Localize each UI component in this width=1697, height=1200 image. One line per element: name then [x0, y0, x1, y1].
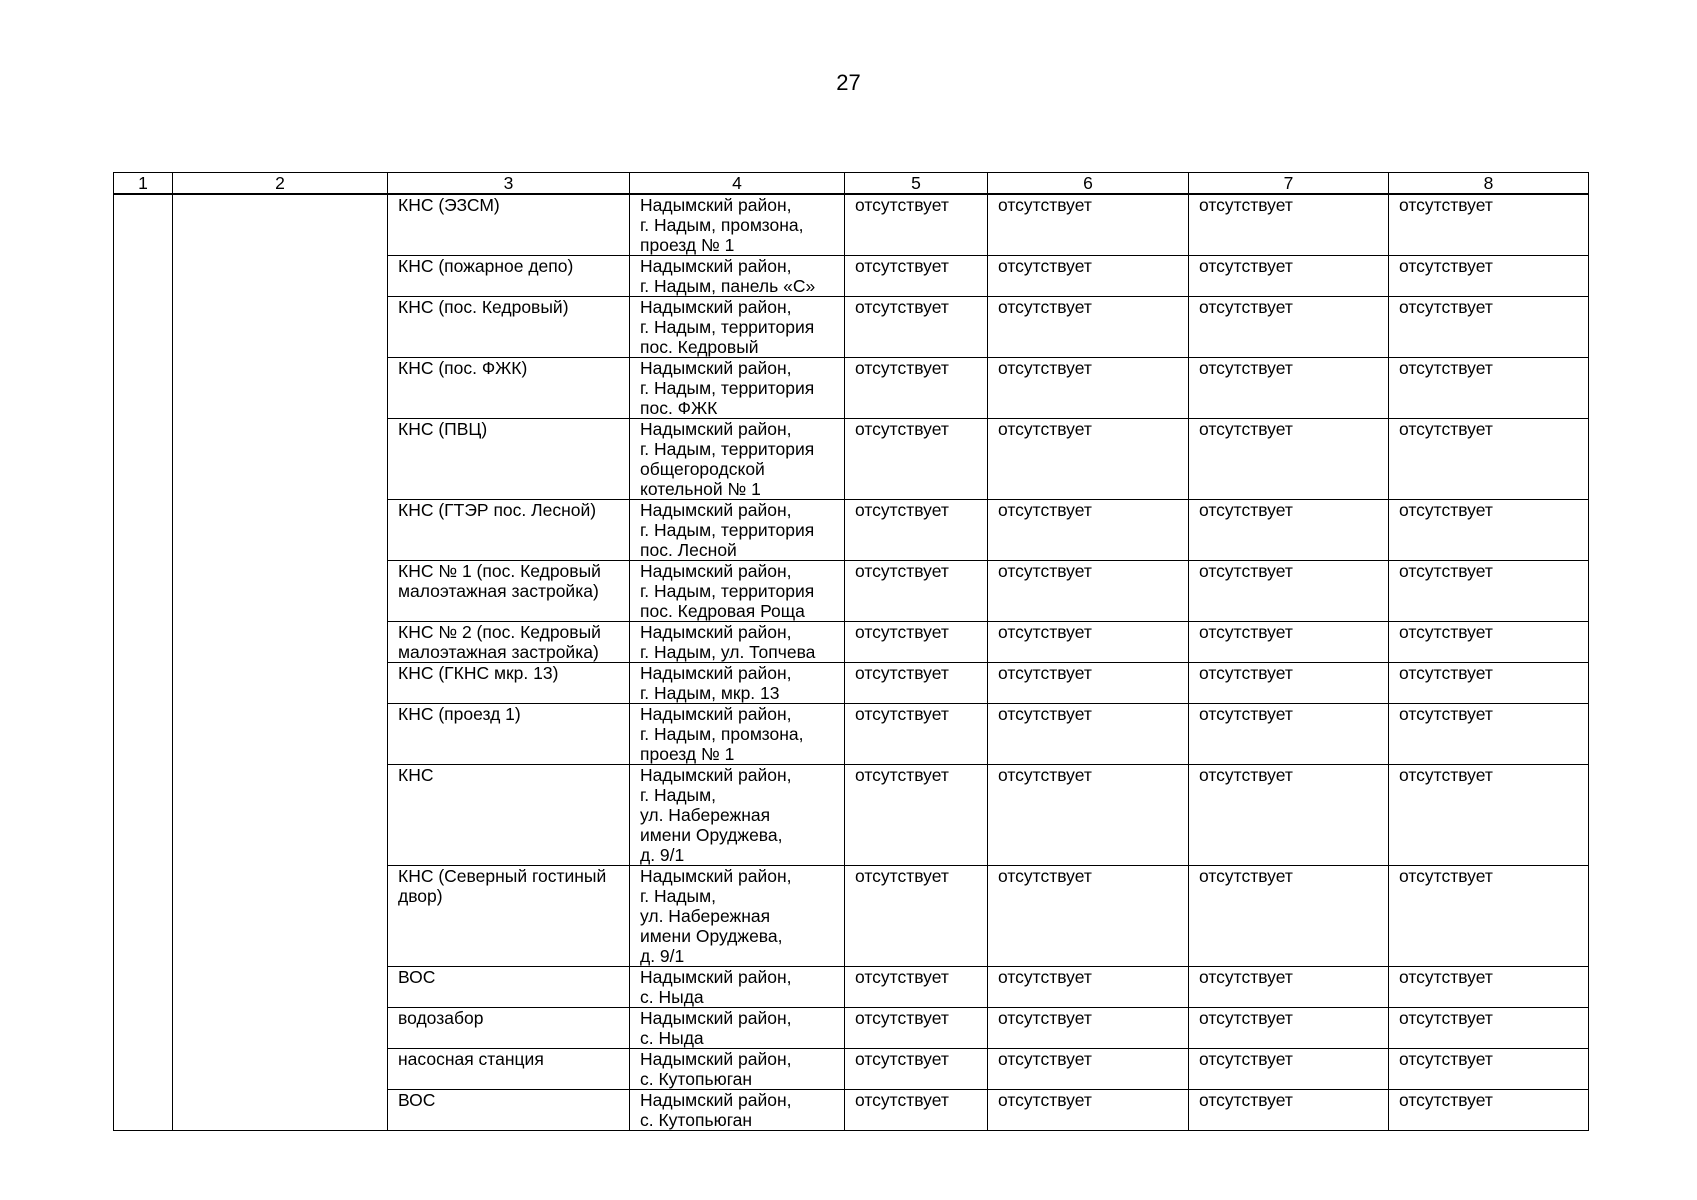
status-cell-col7-text: отсутствует	[1199, 297, 1293, 317]
object-name-cell	[388, 1090, 630, 1131]
status-cell-col8	[1389, 256, 1589, 297]
column-header: 8	[1389, 173, 1589, 195]
status-cell-col6	[988, 663, 1189, 704]
status-cell-col5	[845, 1008, 988, 1049]
status-cell-col7	[1189, 419, 1389, 500]
object-name-cell-text: КНС (пос. Кедровый)	[398, 297, 569, 317]
status-cell-col6	[988, 561, 1189, 622]
status-cell-col5	[845, 866, 988, 967]
status-cell-col8-text: отсутствует	[1399, 765, 1493, 785]
address-cell	[630, 194, 845, 256]
status-cell-col8-text: отсутствует	[1399, 419, 1493, 439]
status-cell-col8-text: отсутствует	[1399, 561, 1493, 581]
status-cell-col5-text: отсутствует	[855, 297, 949, 317]
status-cell-col5-text: отсутствует	[855, 866, 949, 886]
status-cell-col7-text: отсутствует	[1199, 1090, 1293, 1110]
object-name-cell	[388, 500, 630, 561]
status-cell-col8	[1389, 561, 1589, 622]
status-cell-col7-text: отсутствует	[1199, 256, 1293, 276]
object-name-cell-text: водозабор	[398, 1008, 484, 1028]
address-cell-text: Надымский район, г. Надым, территория пос. Кедровый	[640, 297, 815, 357]
column-header: 2	[173, 173, 388, 195]
status-cell-col6	[988, 1049, 1189, 1090]
status-cell-col8-text: отсутствует	[1399, 297, 1493, 317]
status-cell-col7	[1189, 622, 1389, 663]
status-cell-col5	[845, 297, 988, 358]
status-cell-col5-text: отсутствует	[855, 500, 949, 520]
status-cell-col7	[1189, 1008, 1389, 1049]
address-cell-text: Надымский район, г. Надым, мкр. 13	[640, 663, 792, 703]
address-cell-text: Надымский район, г. Надым, территория общегородской котельной № 1	[640, 419, 815, 499]
address-cell	[630, 419, 845, 500]
status-cell-col8-text: отсутствует	[1399, 1090, 1493, 1110]
status-cell-col7	[1189, 704, 1389, 765]
status-cell-col6	[988, 358, 1189, 419]
status-cell-col7-text: отсутствует	[1199, 1008, 1293, 1028]
status-cell-col6-text: отсутствует	[998, 256, 1092, 276]
status-cell-col8	[1389, 194, 1589, 256]
status-cell-col7	[1189, 561, 1389, 622]
status-cell-col5-text: отсутствует	[855, 1049, 949, 1069]
status-cell-col8-text: отсутствует	[1399, 622, 1493, 642]
status-cell-col8	[1389, 622, 1589, 663]
status-cell-col6-text: отсутствует	[998, 1049, 1092, 1069]
address-cell	[630, 967, 845, 1008]
address-cell-text: Надымский район, г. Надым, промзона, проезд № 1	[640, 704, 804, 764]
header-row	[114, 173, 1589, 195]
status-cell-col7-text: отсутствует	[1199, 765, 1293, 785]
status-cell-col5	[845, 419, 988, 500]
address-cell-text: Надымский район, г. Надым, территория пос. Лесной	[640, 500, 815, 560]
status-cell-col7	[1189, 765, 1389, 866]
status-cell-col5-text: отсутствует	[855, 1090, 949, 1110]
address-cell-text: Надымский район, г. Надым, панель «С»	[640, 256, 816, 296]
address-cell-text: Надымский район, г. Надым, территория пос. Кедровая Роща	[640, 561, 815, 621]
address-cell	[630, 663, 845, 704]
status-cell-col8-text: отсутствует	[1399, 358, 1493, 378]
status-cell-col5-text: отсутствует	[855, 419, 949, 439]
status-cell-col5	[845, 256, 988, 297]
status-cell-col5	[845, 765, 988, 866]
status-cell-col8-text: отсутствует	[1399, 1049, 1493, 1069]
status-cell-col5-text: отсутствует	[855, 622, 949, 642]
status-cell-col6	[988, 297, 1189, 358]
status-cell-col8-text: отсутствует	[1399, 1008, 1493, 1028]
status-cell-col7	[1189, 256, 1389, 297]
status-cell-col6	[988, 967, 1189, 1008]
status-cell-col7	[1189, 866, 1389, 967]
status-cell-col5-text: отсутствует	[855, 765, 949, 785]
object-name-cell	[388, 967, 630, 1008]
status-cell-col5	[845, 704, 988, 765]
merged-cell-col2	[173, 194, 388, 1131]
status-cell-col8	[1389, 663, 1589, 704]
status-cell-col7	[1189, 967, 1389, 1008]
object-name-cell-text: КНС (пос. ФЖК)	[398, 358, 528, 378]
address-cell-text: Надымский район, г. Надым, территория пос. ФЖК	[640, 358, 815, 418]
object-name-cell	[388, 256, 630, 297]
status-cell-col8-text: отсутствует	[1399, 195, 1493, 215]
object-name-cell	[388, 561, 630, 622]
address-cell	[630, 704, 845, 765]
object-name-cell-text: КНС № 1 (пос. Кедровый малоэтажная застройка)	[398, 561, 601, 601]
status-cell-col5	[845, 194, 988, 256]
status-cell-col6	[988, 194, 1189, 256]
object-name-cell-text: КНС	[398, 765, 434, 785]
status-cell-col8	[1389, 1008, 1589, 1049]
address-cell	[630, 358, 845, 419]
status-cell-col6-text: отсутствует	[998, 297, 1092, 317]
object-name-cell	[388, 663, 630, 704]
address-cell	[630, 1008, 845, 1049]
column-header: 1	[114, 173, 173, 195]
status-cell-col7	[1189, 663, 1389, 704]
status-cell-col6-text: отсутствует	[998, 765, 1092, 785]
object-name-cell-text: КНС (ГТЭР пос. Лесной)	[398, 500, 597, 520]
status-cell-col6	[988, 1090, 1189, 1131]
status-cell-col6-text: отсутствует	[998, 358, 1092, 378]
status-cell-col8-text: отсутствует	[1399, 500, 1493, 520]
address-cell	[630, 1049, 845, 1090]
status-cell-col7-text: отсутствует	[1199, 866, 1293, 886]
status-cell-col6	[988, 419, 1189, 500]
object-name-cell-text: ВОС	[398, 967, 436, 987]
object-name-cell	[388, 866, 630, 967]
status-cell-col8	[1389, 967, 1589, 1008]
address-cell-text: Надымский район, г. Надым, промзона, проезд № 1	[640, 195, 804, 255]
status-cell-col5	[845, 663, 988, 704]
status-cell-col6-text: отсутствует	[998, 1008, 1092, 1028]
status-cell-col8	[1389, 866, 1589, 967]
status-cell-col6	[988, 500, 1189, 561]
status-cell-col6	[988, 704, 1189, 765]
status-cell-col7	[1189, 358, 1389, 419]
object-name-cell-text: КНС (пожарное депо)	[398, 256, 574, 276]
object-name-cell	[388, 1049, 630, 1090]
status-cell-col6	[988, 622, 1189, 663]
object-name-cell-text: КНС (ЭЗСМ)	[398, 195, 500, 215]
status-cell-col5-text: отсутствует	[855, 358, 949, 378]
address-cell	[630, 1090, 845, 1131]
status-cell-col5-text: отсутствует	[855, 256, 949, 276]
object-name-cell-text: насосная станция	[398, 1049, 544, 1069]
status-cell-col7-text: отсутствует	[1199, 419, 1293, 439]
status-cell-col7-text: отсутствует	[1199, 561, 1293, 581]
column-header: 4	[630, 173, 845, 195]
status-cell-col7-text: отсутствует	[1199, 500, 1293, 520]
address-cell	[630, 561, 845, 622]
object-name-cell	[388, 704, 630, 765]
status-cell-col7	[1189, 297, 1389, 358]
object-name-cell-text: ВОС	[398, 1090, 436, 1110]
object-name-cell	[388, 194, 630, 256]
column-header: 6	[988, 173, 1189, 195]
status-cell-col5	[845, 500, 988, 561]
status-cell-col8	[1389, 704, 1589, 765]
column-header: 5	[845, 173, 988, 195]
status-cell-col6-text: отсутствует	[998, 967, 1092, 987]
status-cell-col7	[1189, 500, 1389, 561]
status-cell-col7-text: отсутствует	[1199, 195, 1293, 215]
status-cell-col6-text: отсутствует	[998, 663, 1092, 683]
status-cell-col7-text: отсутствует	[1199, 663, 1293, 683]
object-name-cell	[388, 622, 630, 663]
status-cell-col8	[1389, 500, 1589, 561]
object-name-cell	[388, 1008, 630, 1049]
address-cell	[630, 256, 845, 297]
address-cell-text: Надымский район, с. Кутопьюган	[640, 1090, 792, 1130]
status-cell-col5	[845, 1049, 988, 1090]
object-name-cell-text: КНС № 2 (пос. Кедровый малоэтажная застройка)	[398, 622, 601, 662]
page-number: 27	[836, 70, 861, 95]
data-table	[113, 172, 1589, 1131]
status-cell-col6-text: отсутствует	[998, 419, 1092, 439]
status-cell-col6-text: отсутствует	[998, 500, 1092, 520]
status-cell-col7-text: отсутствует	[1199, 967, 1293, 987]
status-cell-col8-text: отсутствует	[1399, 704, 1493, 724]
status-cell-col6	[988, 1008, 1189, 1049]
status-cell-col6-text: отсутствует	[998, 1090, 1092, 1110]
object-name-cell	[388, 419, 630, 500]
status-cell-col6	[988, 256, 1189, 297]
status-cell-col8	[1389, 1049, 1589, 1090]
status-cell-col5-text: отсутствует	[855, 195, 949, 215]
column-header: 7	[1189, 173, 1389, 195]
status-cell-col5	[845, 622, 988, 663]
table-row	[114, 194, 1589, 256]
status-cell-col6-text: отсутствует	[998, 561, 1092, 581]
status-cell-col8-text: отсутствует	[1399, 256, 1493, 276]
status-cell-col7-text: отсутствует	[1199, 1049, 1293, 1069]
status-cell-col7	[1189, 1049, 1389, 1090]
status-cell-col5	[845, 1090, 988, 1131]
table-body	[114, 194, 1589, 1131]
address-cell-text: Надымский район, с. Кутопьюган	[640, 1049, 792, 1089]
status-cell-col6-text: отсутствует	[998, 866, 1092, 886]
status-cell-col7	[1189, 1090, 1389, 1131]
status-cell-col7-text: отсутствует	[1199, 704, 1293, 724]
status-cell-col8	[1389, 765, 1589, 866]
address-cell	[630, 765, 845, 866]
object-name-cell-text: КНС (ГКНС мкр. 13)	[398, 663, 559, 683]
address-cell-text: Надымский район, с. Ныда	[640, 1008, 792, 1048]
status-cell-col8	[1389, 419, 1589, 500]
status-cell-col5-text: отсутствует	[855, 663, 949, 683]
status-cell-col6-text: отсутствует	[998, 622, 1092, 642]
status-cell-col5-text: отсутствует	[855, 704, 949, 724]
address-cell	[630, 866, 845, 967]
column-header: 3	[388, 173, 630, 195]
object-name-cell-text: КНС (проезд 1)	[398, 704, 521, 724]
object-name-cell	[388, 358, 630, 419]
address-cell	[630, 500, 845, 561]
status-cell-col6-text: отсутствует	[998, 704, 1092, 724]
address-cell-text: Надымский район, с. Ныда	[640, 967, 792, 1007]
status-cell-col8-text: отсутствует	[1399, 967, 1493, 987]
status-cell-col8-text: отсутствует	[1399, 866, 1493, 886]
status-cell-col5-text: отсутствует	[855, 967, 949, 987]
status-cell-col8-text: отсутствует	[1399, 663, 1493, 683]
status-cell-col7-text: отсутствует	[1199, 622, 1293, 642]
status-cell-col5-text: отсутствует	[855, 1008, 949, 1028]
object-name-cell-text: КНС (ПВЦ)	[398, 419, 488, 439]
status-cell-col7	[1189, 194, 1389, 256]
status-cell-col5	[845, 561, 988, 622]
status-cell-col6	[988, 866, 1189, 967]
status-cell-col8	[1389, 1090, 1589, 1131]
address-cell	[630, 297, 845, 358]
status-cell-col8	[1389, 358, 1589, 419]
status-cell-col7-text: отсутствует	[1199, 358, 1293, 378]
object-name-cell	[388, 297, 630, 358]
address-cell-text: Надымский район, г. Надым, ул. Набережная имени Оруджева, д. 9/1	[640, 765, 792, 865]
address-cell-text: Надымский район, г. Надым, ул. Набережная имени Оруджева, д. 9/1	[640, 866, 792, 966]
merged-cell-col1	[114, 194, 173, 1131]
status-cell-col5	[845, 967, 988, 1008]
address-cell	[630, 622, 845, 663]
status-cell-col5	[845, 358, 988, 419]
object-name-cell-text: КНС (Северный гостиный двор)	[398, 866, 607, 906]
status-cell-col8	[1389, 297, 1589, 358]
status-cell-col5-text: отсутствует	[855, 561, 949, 581]
status-cell-col6-text: отсутствует	[998, 195, 1092, 215]
status-cell-col6	[988, 765, 1189, 866]
address-cell-text: Надымский район, г. Надым, ул. Топчева	[640, 622, 816, 662]
object-name-cell	[388, 765, 630, 866]
